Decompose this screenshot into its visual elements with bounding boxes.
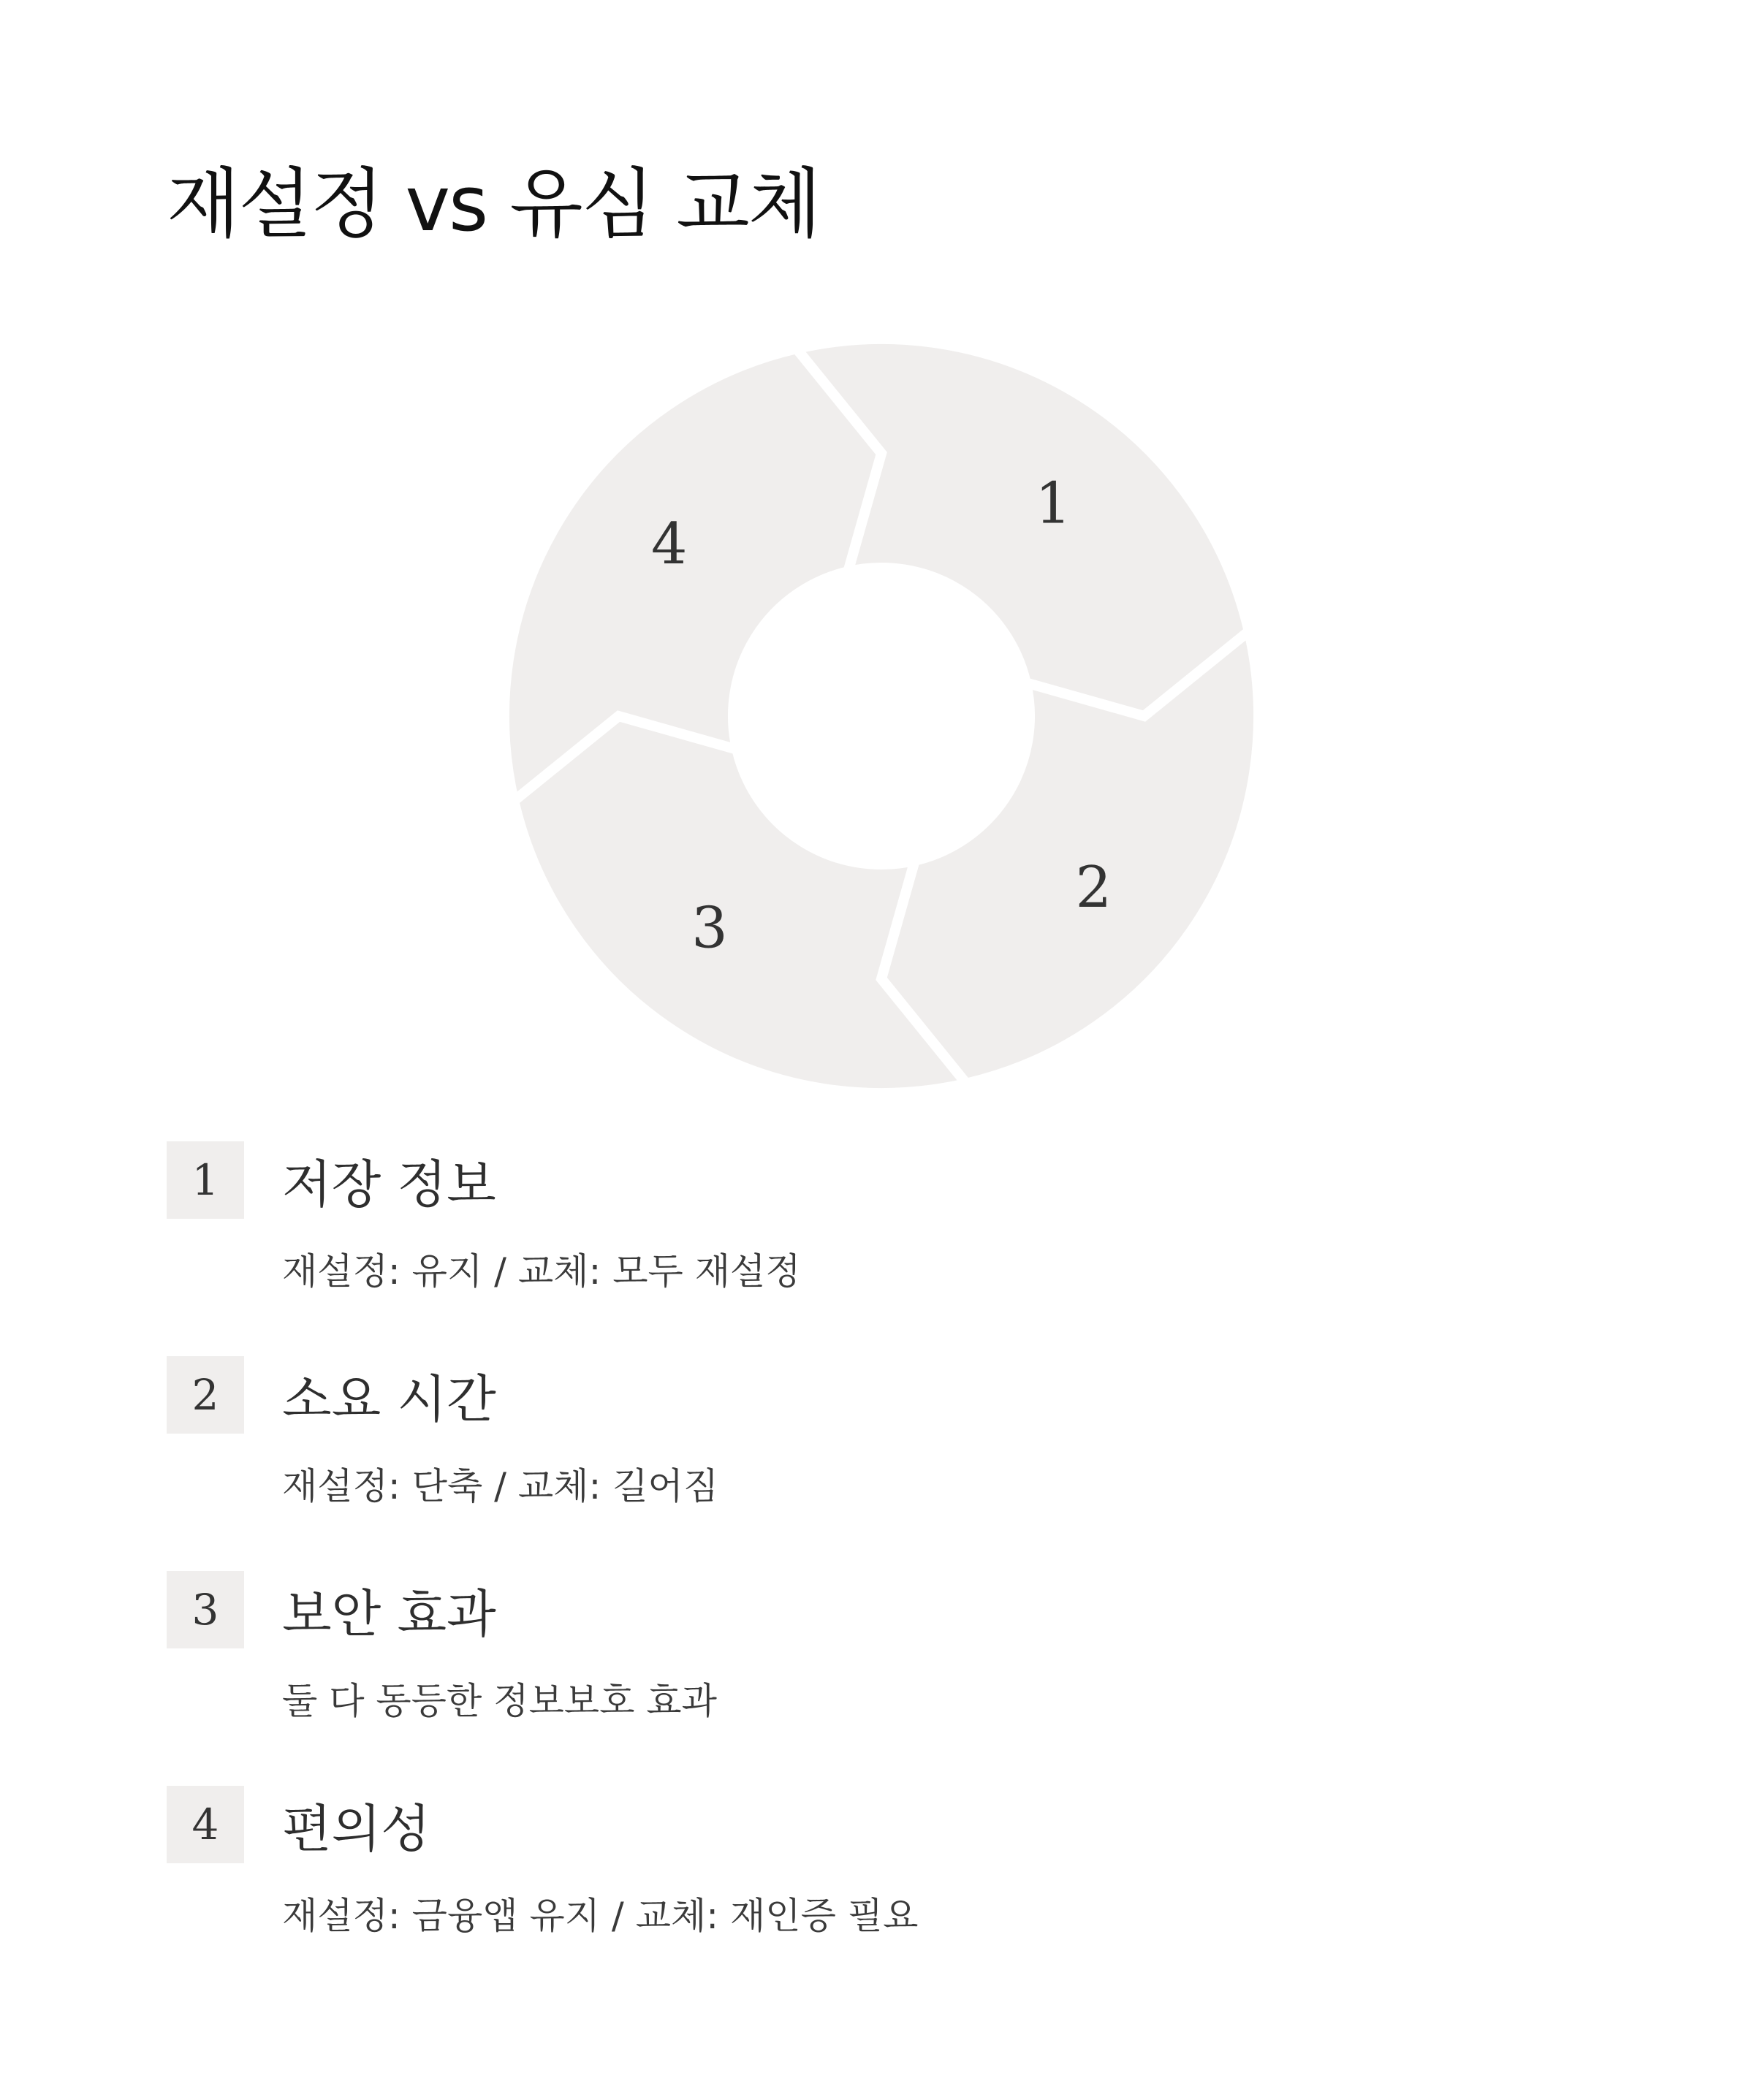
item-description: 재설정: 유지 / 교체: 모두 재설정 [282,1250,801,1293]
item-description: 재설정: 단축 / 교체: 길어짐 [282,1465,719,1507]
number-badge: 1 [167,1141,244,1219]
cycle-segment-4 [504,349,881,801]
list-item-4 [167,1786,1555,2001]
item-title: 소요 시간 [282,1369,496,1429]
number-badge: 3 [167,1571,244,1648]
legend-list [167,1141,1555,2001]
segment-number-1: 1 [1035,471,1071,537]
cycle-segment-2 [881,631,1258,1084]
item-title: 편의성 [282,1798,430,1859]
item-title: 저장 정보 [282,1154,496,1214]
segment-number-3: 3 [691,895,728,962]
list-item-3 [167,1571,1555,1786]
number-badge: 2 [167,1356,244,1434]
cycle-segment-3 [514,716,966,1093]
list-item-1 [167,1141,1555,1356]
list-item-2 [167,1356,1555,1571]
number-badge: 4 [167,1786,244,1863]
item-description: 재설정: 금융앱 유지 / 교체: 재인증 필요 [282,1895,919,1937]
segment-number-2: 2 [1075,855,1112,921]
page-title: 재설정 vs 유심 교체 [167,159,821,248]
item-title: 보안 효과 [282,1583,496,1644]
item-description: 둘 다 동등한 정보보호 효과 [282,1680,717,1722]
segment-number-4: 4 [650,511,688,577]
